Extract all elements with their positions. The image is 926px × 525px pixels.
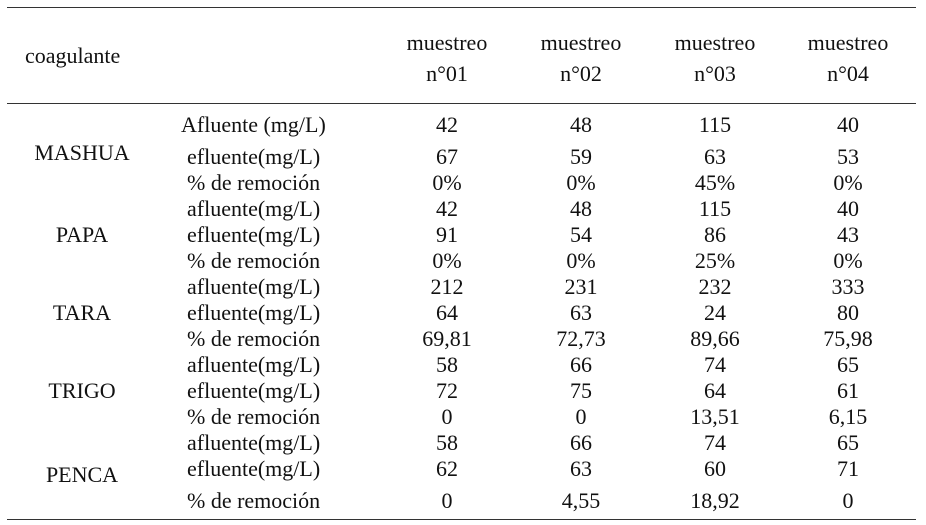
table-cell: 65 — [837, 430, 859, 455]
table-cell: 63 — [704, 144, 726, 169]
table-cell: 45% — [694, 170, 736, 195]
param-label: % de remoción — [187, 404, 321, 429]
table-cell: 75 — [570, 378, 592, 403]
table-cell: 66 — [570, 352, 592, 377]
table-cell: 40 — [837, 196, 859, 221]
header-col-3: muestreo n°03 — [674, 30, 756, 86]
table-cell: 67 — [436, 144, 458, 169]
table-cell: 53 — [837, 144, 859, 169]
table-cell: 60 — [704, 456, 726, 481]
table-cell: 80 — [837, 300, 859, 325]
table-cell: 48 — [570, 196, 592, 221]
table-cell: 0% — [833, 170, 863, 195]
param-label: % de remoción — [187, 170, 321, 195]
param-label: Afluente (mg/L) — [181, 112, 326, 137]
param-label: afluente(mg/L) — [187, 352, 321, 377]
table-cell: 43 — [837, 222, 859, 247]
table-cell: 58 — [436, 430, 458, 455]
param-label: afluente(mg/L) — [187, 274, 321, 299]
table-cell: 71 — [837, 456, 859, 481]
table-cell: 69,81 — [422, 326, 472, 351]
bottom-rule — [7, 519, 916, 520]
table-cell: 59 — [570, 144, 592, 169]
table-cell: 0 — [842, 488, 854, 513]
table-cell: 115 — [698, 196, 732, 221]
table-cell: 4,55 — [561, 488, 601, 513]
table-cell: 0% — [566, 170, 596, 195]
table-cell: 54 — [570, 222, 592, 247]
table-cell: 42 — [436, 112, 458, 137]
table-cell: 42 — [436, 196, 458, 221]
table-cell: 0 — [575, 404, 587, 429]
header-col-1: muestreo n°01 — [406, 30, 488, 86]
table-cell: 212 — [430, 274, 464, 299]
table-cell: 63 — [570, 300, 592, 325]
table-cell: 25% — [694, 248, 736, 273]
table-cell: 72 — [436, 378, 458, 403]
group-name-penca: PENCA — [45, 462, 119, 487]
param-label: afluente(mg/L) — [187, 196, 321, 221]
table-cell: 61 — [837, 378, 859, 403]
table-cell: 74 — [704, 352, 726, 377]
table-cell: 58 — [436, 352, 458, 377]
table-cell: 86 — [704, 222, 726, 247]
table-cell: 66 — [570, 430, 592, 455]
param-label: efluente(mg/L) — [187, 300, 321, 325]
param-label: efluente(mg/L) — [187, 378, 321, 403]
table-cell: 72,73 — [556, 326, 606, 351]
group-name-mashua: MASHUA — [34, 140, 130, 165]
table-cell: 89,66 — [690, 326, 740, 351]
param-label: % de remoción — [187, 248, 321, 273]
table-cell: 333 — [831, 274, 865, 299]
param-label: efluente(mg/L) — [187, 222, 321, 247]
table-cell: 64 — [436, 300, 458, 325]
table-cell: 6,15 — [828, 404, 868, 429]
table-cell: 40 — [837, 112, 859, 137]
header-coagulante: coagulante — [25, 43, 121, 68]
table-cell: 63 — [570, 456, 592, 481]
header-col-4: muestreo n°04 — [807, 30, 889, 86]
table-cell: 0 — [441, 404, 453, 429]
param-label: efluente(mg/L) — [187, 144, 321, 169]
param-label: % de remoción — [187, 488, 321, 513]
table-cell: 0% — [432, 248, 462, 273]
table-cell: 75,98 — [823, 326, 873, 351]
header-rule — [7, 103, 916, 104]
table-cell: 0% — [432, 170, 462, 195]
table-cell: 0% — [833, 248, 863, 273]
param-label: afluente(mg/L) — [187, 430, 321, 455]
table-cell: 48 — [570, 112, 592, 137]
table-cell: 115 — [698, 112, 732, 137]
group-name-tara: TARA — [52, 300, 112, 325]
table-cell: 0 — [441, 488, 453, 513]
header-col-2: muestreo n°02 — [540, 30, 622, 86]
table-cell: 65 — [837, 352, 859, 377]
table-cell: 24 — [704, 300, 726, 325]
table-cell: 231 — [564, 274, 598, 299]
group-name-papa: PAPA — [55, 222, 109, 247]
table-cell: 62 — [436, 456, 458, 481]
param-label: efluente(mg/L) — [187, 456, 321, 481]
table-cell: 74 — [704, 430, 726, 455]
table-cell: 18,92 — [690, 488, 740, 513]
table-cell: 0% — [566, 248, 596, 273]
param-label: % de remoción — [187, 326, 321, 351]
table-cell: 91 — [436, 222, 458, 247]
table-cell: 64 — [704, 378, 726, 403]
table-cell: 232 — [698, 274, 732, 299]
top-rule — [7, 7, 916, 8]
table-cell: 13,51 — [690, 404, 740, 429]
group-name-trigo: TRIGO — [48, 378, 116, 403]
